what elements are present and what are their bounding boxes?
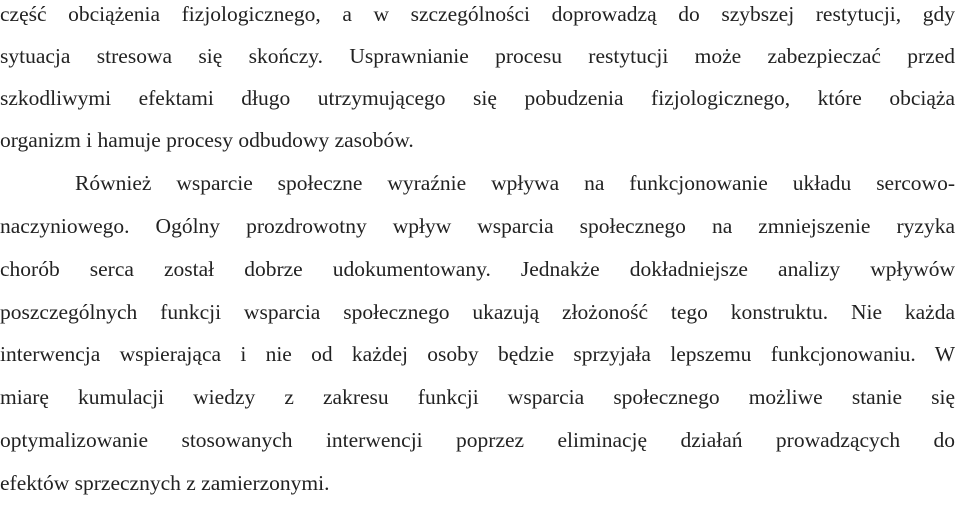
text-line: szkodliwymi efektami długo utrzymującego się pobudzenia fizjologicznego, które obciąża [0,86,955,110]
text-line: efektów sprzecznych z zamierzonymi. [0,471,330,495]
text-line: Również wsparcie społeczne wyraźnie wpływa na funkcjonowanie układu sercowo- [75,171,955,195]
text-line: część obciążenia fizjologicznego, a w szczególności doprowadzą do szybszej restytucji, gdy [0,2,955,26]
text-line: organizm i hamuje procesy odbudowy zasobów. [0,128,414,152]
text-line: naczyniowego. Ogólny prozdrowotny wpływ wsparcia społecznego na zmniejszenie ryzyka [0,214,955,238]
text-line: interwencja wspierająca i nie od każdej osoby będzie sprzyjała lepszemu funkcjonowaniu. W [0,342,955,366]
text-line: optymalizowanie stosowanych interwencji poprzez eliminację działań prowadzących do [0,428,955,452]
text-line: miarę kumulacji wiedzy z zakresu funkcji wsparcia społecznego możliwe stanie się [0,385,955,409]
text-line: sytuacja stresowa się skończy. Usprawnianie procesu restytucji może zabezpieczać przed [0,44,955,68]
text-line: chorób serca został dobrze udokumentowany. Jednakże dokładniejsze analizy wpływów [0,257,955,281]
text-line: poszczególnych funkcji wsparcia społecznego ukazują złożoność tego konstruktu. Nie każda [0,300,955,324]
